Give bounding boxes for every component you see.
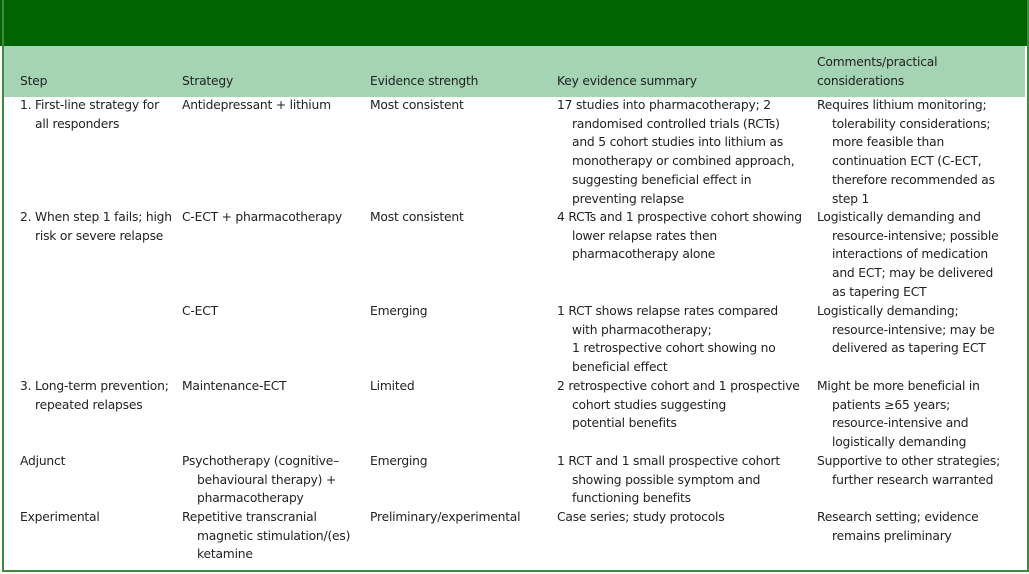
header-step: Step bbox=[20, 74, 48, 88]
cell-evidence-strength: Limited bbox=[370, 379, 415, 393]
cell-comments: Research setting; evidence remains preliminary bbox=[817, 510, 979, 543]
cell-comments: Logistically demanding and resource-intensive; possible interactions of medication and ECT; may be delivered as tapering ECT bbox=[817, 210, 999, 299]
cell-strategy: Psychotherapy (cognitive– behavioural therapy) + pharmacotherapy bbox=[182, 454, 340, 506]
cell-evidence-strength: Preliminary/experimental bbox=[370, 510, 521, 524]
cell-step: 2. When step 1 fails; high risk or severe relapse bbox=[20, 210, 172, 243]
cell-comments: Requires lithium monitoring; tolerability considerations; more feasible than continuation ECT (C-ECT, therefore recommended as step 1 bbox=[817, 98, 995, 206]
cell-step: Adjunct bbox=[20, 454, 66, 468]
header-key-evidence: Key evidence summary bbox=[557, 74, 697, 88]
cell-strategy: Maintenance-ECT bbox=[182, 379, 287, 393]
cell-key-evidence: Case series; study protocols bbox=[557, 510, 725, 524]
cell-strategy: C-ECT + pharmacotherapy bbox=[182, 210, 343, 224]
cell-evidence-strength: Most consistent bbox=[370, 210, 464, 224]
cell-evidence-strength: Emerging bbox=[370, 304, 428, 318]
cell-comments: Might be more beneficial in patients ≥65 years; resource-intensive and logistically demanding bbox=[817, 379, 980, 450]
cell-evidence-strength: Most consistent bbox=[370, 98, 464, 112]
cell-key-evidence: 17 studies into pharmacotherapy; 2 randomised controlled trials (RCTs) and 5 cohort studies into lithium as monotherapy or combined approach, suggesting beneficial effect in preventing relapse bbox=[557, 98, 795, 206]
cell-step: Experimental bbox=[20, 510, 100, 524]
cell-comments: Logistically demanding; resource-intensive; may be delivered as tapering ECT bbox=[817, 304, 995, 356]
cell-strategy: C-ECT bbox=[182, 304, 218, 318]
cell-key-evidence: 1 RCT and 1 small prospective cohort showing possible symptom and functioning benefits bbox=[557, 454, 781, 506]
cell-strategy: Repetitive transcranial magnetic stimulation/(es) ketamine bbox=[182, 510, 351, 562]
cell-key-evidence: 1 RCT shows relapse rates compared with pharmacotherapy; 1 retrospective cohort showing no beneficial effect bbox=[557, 304, 779, 375]
cell-evidence-strength: Emerging bbox=[370, 454, 428, 468]
header-comments: Comments/practical considerations bbox=[817, 55, 938, 88]
cell-step: 3. Long-term prevention; repeated relapses bbox=[20, 379, 169, 412]
cell-strategy: Antidepressant + lithium bbox=[182, 98, 331, 112]
cell-step: 1. First-line strategy for all responders bbox=[20, 98, 159, 131]
cell-key-evidence: 4 RCTs and 1 prospective cohort showing lower relapse rates then pharmacotherapy alone bbox=[557, 210, 802, 262]
header-strategy: Strategy bbox=[182, 74, 234, 88]
cell-comments: Supportive to other strategies; further research warranted bbox=[817, 454, 1001, 487]
header-evidence-strength: Evidence strength bbox=[370, 74, 479, 88]
cell-key-evidence: 2 retrospective cohort and 1 prospective cohort studies suggesting potential benefits bbox=[557, 379, 800, 431]
table-header bbox=[4, 46, 1025, 97]
